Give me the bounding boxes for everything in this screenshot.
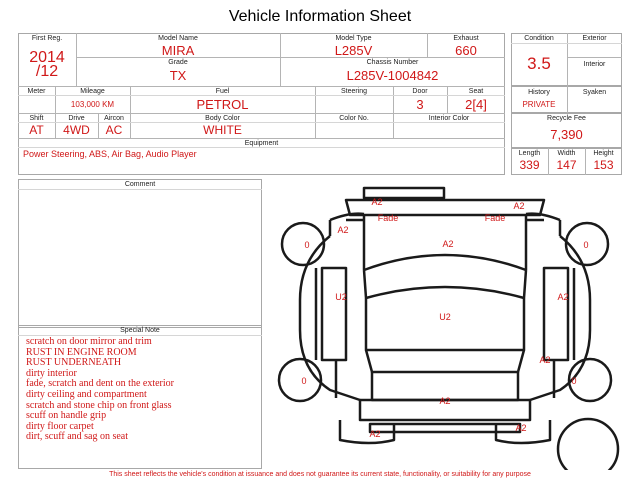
- special-note-item: RUST IN ENGINE ROOM: [26, 346, 137, 358]
- color-no-label: Color No.: [339, 115, 369, 122]
- mark-roof: U2: [439, 312, 451, 322]
- recycle-fee-value: 7,390: [550, 127, 583, 142]
- special-note-item: scuff on handle grip: [26, 410, 107, 422]
- interior-color-label: Interior Color: [428, 115, 470, 122]
- model-type-label: Model Type: [335, 35, 372, 42]
- aircon-label: Aircon: [104, 115, 124, 122]
- condition-label: Condition: [524, 35, 554, 42]
- disclaimer: This sheet reflects the vehicle's condition at issuance and does not guarantee its current state, functionality, or suitability for any purpose: [109, 471, 531, 478]
- grade-label: Grade: [168, 59, 188, 66]
- door-label: Door: [412, 88, 428, 95]
- comment-label: Comment: [124, 181, 156, 188]
- model-name-value: MIRA: [161, 43, 195, 58]
- grade-value: TX: [169, 68, 187, 83]
- exhaust-value: 660: [455, 43, 477, 58]
- special-note-item: fade, scratch and dent on the exterior: [26, 378, 174, 390]
- mark-rear-left: A2: [369, 429, 381, 439]
- body-color-label: Body Color: [205, 115, 240, 122]
- chassis-number-label: Chassis Number: [366, 59, 419, 66]
- chassis-number-value: L285V-1004842: [346, 68, 439, 83]
- exhaust-label: Exhaust: [453, 35, 479, 42]
- mark-wheel-fl: 0: [304, 240, 310, 250]
- height-label: Height: [593, 150, 614, 157]
- mark-front-a2: A2: [371, 197, 383, 207]
- page-title: Vehicle Information Sheet: [228, 8, 412, 25]
- mark-rear-right: A2: [515, 423, 527, 433]
- equipment-value: Power Steering, ABS, Air Bag, Audio Player: [23, 149, 197, 159]
- syaken-label: Syaken: [582, 89, 607, 96]
- shift-value: AT: [29, 123, 44, 137]
- mileage-label: Mileage: [80, 88, 105, 95]
- drive-label: Drive: [68, 115, 85, 122]
- mark-rear-center: A2: [439, 396, 451, 406]
- mark-rear-right-panel: A2: [539, 355, 551, 365]
- special-note-item: scratch and stone chip on front glass: [26, 399, 172, 411]
- length-label: Length: [518, 150, 541, 157]
- special-note-list: [26, 337, 260, 443]
- drive-value: 4WD: [63, 123, 90, 137]
- special-note-item: scratch on door mirror and trim: [26, 336, 152, 347]
- recycle-fee-label: Recycle Fee: [547, 115, 586, 122]
- special-note-item: dirty ceiling and compartment: [26, 388, 147, 400]
- comment-box: [18, 179, 262, 328]
- exterior-label: Exterior: [582, 35, 607, 42]
- mark-door-left: U2: [335, 292, 347, 302]
- special-note-item: dirty interior: [26, 367, 77, 379]
- model-name-label: Model Name: [158, 35, 198, 42]
- body-color-value: WHITE: [203, 123, 242, 137]
- mileage-value: 103,000 KM: [70, 100, 115, 109]
- mark-wheel-rl: 0: [301, 376, 307, 386]
- height-value: 153: [593, 158, 614, 172]
- mark-door-right: A2: [557, 292, 569, 302]
- mark-fade-left: Fade: [377, 213, 399, 223]
- special-note-label: Special Note: [120, 327, 160, 334]
- width-label: Width: [557, 150, 576, 157]
- model-type-value: L285V: [334, 43, 373, 58]
- history-value: PRIVATE: [522, 100, 556, 109]
- fuel-value: PETROL: [196, 97, 249, 112]
- length-value: 339: [519, 158, 540, 172]
- special-note-item: dirty floor carpet: [26, 420, 94, 432]
- interior-label: Interior: [583, 61, 606, 68]
- steering-label: Steering: [340, 88, 368, 95]
- mark-fade-right: Fade: [484, 213, 506, 223]
- shift-label: Shift: [29, 115, 44, 122]
- first-reg-month: /12: [35, 63, 59, 80]
- equipment-label: Equipment: [244, 140, 279, 147]
- mark-wheel-rr: 0: [571, 376, 577, 386]
- door-value: 3: [416, 97, 424, 112]
- fuel-label: Fuel: [215, 88, 230, 95]
- history-label: History: [528, 89, 550, 96]
- seat-value: 2[4]: [465, 97, 487, 112]
- condition-value: 3.5: [527, 54, 551, 73]
- vehicle-damage-diagram: [264, 180, 626, 470]
- aircon-value: AC: [105, 123, 123, 137]
- mark-wheel-fr: 0: [583, 240, 589, 250]
- mark-front-left-panel: A2: [337, 225, 349, 235]
- special-note-item: dirt, scuff and sag on seat: [26, 431, 129, 443]
- seat-label: Seat: [468, 88, 484, 95]
- first-reg-label: First Reg.: [31, 35, 63, 42]
- special-note-item: RUST UNDERNEATH: [26, 357, 122, 369]
- meter-label: Meter: [27, 88, 46, 95]
- width-value: 147: [556, 158, 577, 172]
- mark-front-right-a2: A2: [513, 201, 525, 211]
- mark-hood: A2: [442, 239, 454, 249]
- first-reg-year: 2014: [29, 49, 65, 66]
